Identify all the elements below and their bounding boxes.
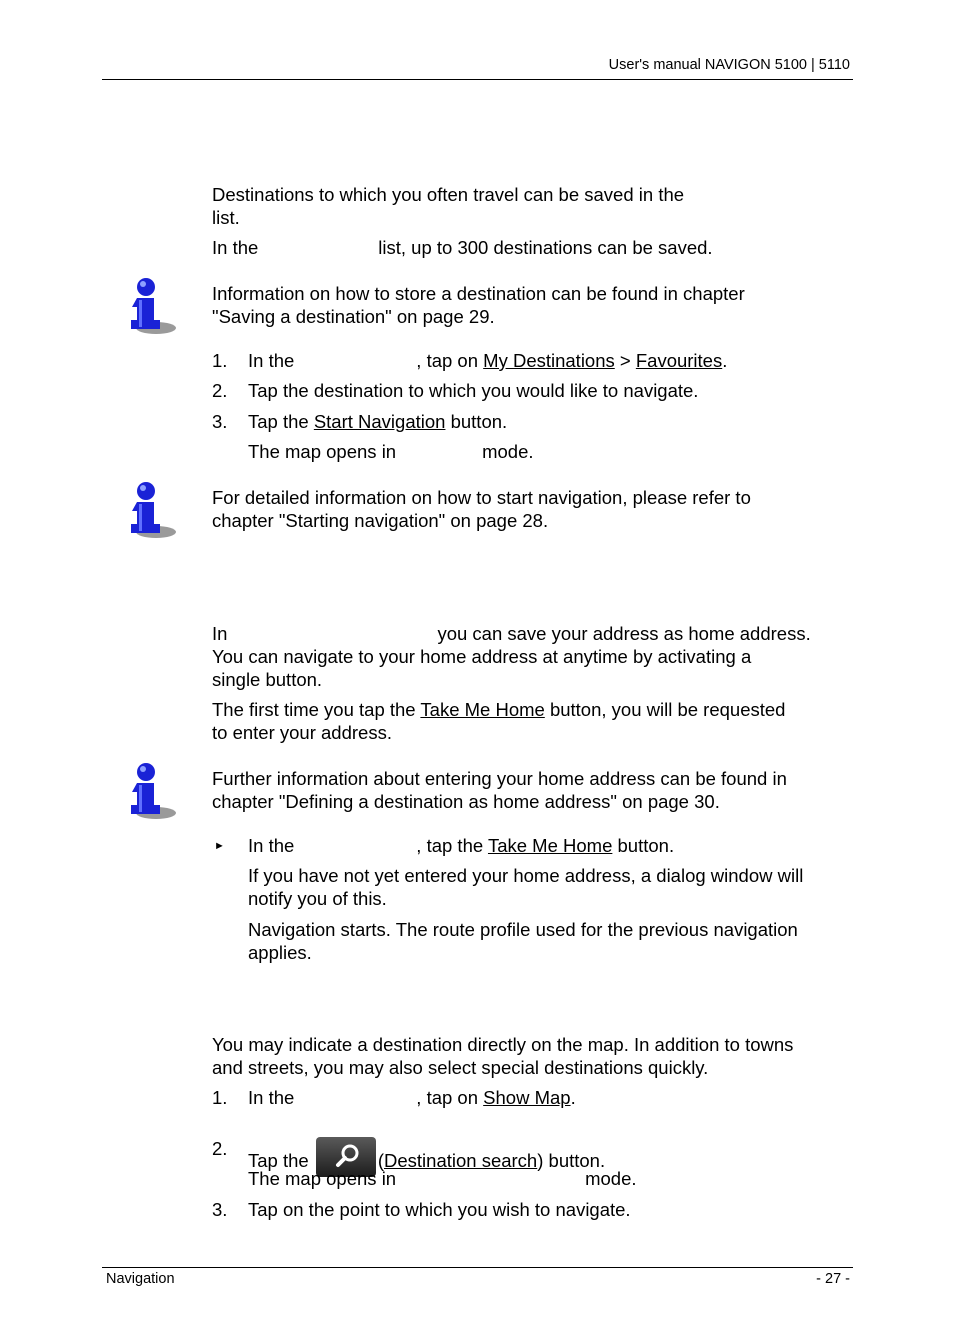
my-destinations-link[interactable]: My Destinations: [483, 350, 615, 371]
s3-step-3: Tap on the point to which you wish to navigate.: [248, 1199, 631, 1220]
s2-paragraph-2: The first time you tap the Take Me Home button, you will be requested to enter your address.: [212, 699, 786, 743]
bullet-triangle-icon: ►: [214, 840, 225, 852]
s2-bullet-step: In the , tap the Take Me Home button.: [248, 835, 675, 856]
s1-step-2: Tap the destination to which you would like to navigate.: [248, 380, 699, 401]
footer-section-title: Navigation: [106, 1271, 175, 1287]
s3-step-2: Tap the (Destination search) button.: [248, 1137, 605, 1177]
s3-step-3-number: 3.: [212, 1199, 228, 1220]
s2-result-2: Navigation starts. The route profile used for the previous navigation applies.: [248, 919, 798, 963]
page-number: - 27 -: [816, 1271, 850, 1287]
s1-step-3: Tap the Start Navigation button.: [248, 411, 508, 432]
take-me-home-link-2[interactable]: Take Me Home: [487, 835, 613, 856]
s3-step-1: In the , tap on Show Map.: [248, 1087, 576, 1108]
take-me-home-link[interactable]: Take Me Home: [420, 699, 545, 720]
s3-paragraph-1: You may indicate a destination directly on the map. In addition to towns and streets, you may also select special destinations quickly.: [212, 1034, 794, 1078]
info-person-icon: [124, 480, 178, 540]
s1-note-2: For detailed information on how to start navigation, please refer to chapter "Starting navigation" on page 28.: [212, 487, 751, 531]
s1-paragraph-2: In the list, up to 300 destinations can be saved.: [212, 237, 713, 258]
s1-step-3-number: 3.: [212, 411, 228, 432]
s1-step-1-number: 1.: [212, 350, 228, 371]
info-person-icon: [124, 276, 178, 336]
info-person-icon: [124, 761, 178, 821]
s2-note: Further information about entering your home address can be found in chapter "Defining a destination as home address" on page 30.: [212, 768, 787, 812]
favourites-link[interactable]: Favourites: [635, 350, 723, 371]
s1-step-1: In the , tap on My Destinations > Favourites.: [248, 350, 728, 371]
s2-paragraph-1: In you can save your address as home address. You can navigate to your home address at anytime by activating a single button.: [212, 623, 811, 690]
s3-step-1-number: 1.: [212, 1087, 228, 1108]
show-map-link[interactable]: Show Map: [483, 1087, 571, 1108]
s3-step-2-number: 2.: [212, 1138, 228, 1159]
s3-result: The map opens in mode.: [248, 1168, 637, 1189]
footer-rule: [102, 1267, 853, 1268]
start-navigation-link[interactable]: Start Navigation: [313, 411, 446, 432]
header-rule: [102, 79, 853, 80]
s1-step-2-number: 2.: [212, 380, 228, 401]
s2-result-1: If you have not yet entered your home address, a dialog window will notify you of this.: [248, 865, 804, 909]
s1-note: Information on how to store a destination can be found in chapter "Saving a destination" on page 29.: [212, 283, 745, 327]
s1-result: The map opens in mode.: [248, 441, 534, 462]
page-header: User's manual NAVIGON 5100 | 5110: [608, 57, 850, 73]
s1-paragraph-1: Destinations to which you often travel can be saved in the list.: [212, 184, 685, 228]
destination-search-link[interactable]: Destination search: [384, 1150, 538, 1171]
